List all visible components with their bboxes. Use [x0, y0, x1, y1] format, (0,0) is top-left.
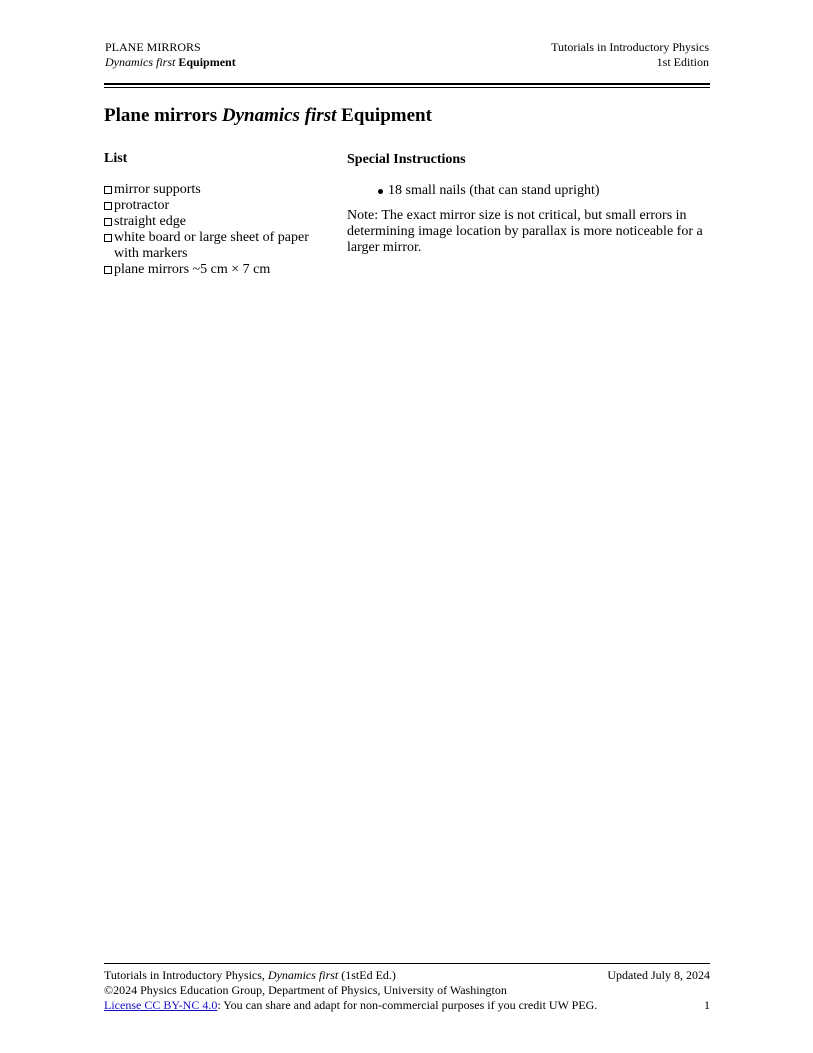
equipment-checklist: [104, 182, 314, 278]
title-part1: Plane mirrors: [104, 105, 222, 126]
header-rule-thin: [104, 87, 710, 88]
special-instructions-column: [347, 152, 712, 256]
page-footer: [104, 968, 710, 1013]
instruction-item: [376, 183, 712, 199]
footer-rule: [104, 963, 710, 964]
footer-copyright: ©2024 Physics Education Group, Department of Physics, University of Washington: [104, 983, 507, 997]
checklist-item-label: mirror supports: [114, 182, 201, 197]
header-subtitle-bold: Equipment: [178, 55, 236, 69]
special-instructions-list: [347, 183, 712, 199]
checklist-item-label: straight edge: [114, 214, 186, 229]
mirror-size-note: Note: The exact mirror size is not critical, but small errors in determining image location by parallax is more noticeable for a larger mirror.: [347, 208, 703, 255]
footer-row-1: [104, 968, 710, 983]
special-instructions-heading: Special Instructions: [347, 152, 466, 167]
page-number: 1: [704, 998, 710, 1012]
checklist-item: [104, 230, 314, 262]
footer-updated-date: Updated July 8, 2024: [607, 968, 710, 982]
checklist-item: [104, 182, 314, 198]
checklist-item-label: protractor: [114, 198, 170, 213]
license-link[interactable]: License CC BY-NC 4.0: [104, 998, 218, 1012]
page-title: [104, 105, 432, 127]
checkbox-icon[interactable]: [104, 266, 112, 274]
header-rule-thick: [104, 83, 710, 85]
checklist-item: [104, 198, 314, 214]
checklist-item: [104, 262, 314, 278]
checklist-item-label: white board or large sheet of paper with markers: [114, 230, 309, 261]
checkbox-icon[interactable]: [104, 202, 112, 210]
header-subtitle: [105, 55, 236, 70]
header-book-title: Tutorials in Introductory Physics: [551, 40, 709, 54]
header-edition: 1st Edition: [656, 55, 709, 69]
title-part3: Equipment: [336, 105, 432, 126]
bullet-icon: [378, 189, 383, 194]
running-header-right: [551, 40, 709, 70]
checklist-item-label: plane mirrors ~5 cm × 7 cm: [114, 262, 271, 277]
footer-row-3: [104, 998, 710, 1013]
running-header-left: [105, 40, 236, 70]
title-italic: Dynamics first: [221, 105, 337, 126]
checkbox-icon[interactable]: [104, 186, 112, 194]
footer-citation-b: (1stEd Ed.): [338, 968, 396, 982]
list-column: [104, 151, 314, 278]
license-text: : You can share and adapt for non-commercial purposes if you credit UW PEG.: [217, 998, 598, 1012]
instruction-item-label: 18 small nails (that can stand upright): [388, 183, 600, 198]
checklist-item: [104, 214, 314, 230]
checkbox-icon[interactable]: [104, 234, 112, 242]
checkbox-icon[interactable]: [104, 218, 112, 226]
footer-citation-italic: Dynamics first: [267, 968, 339, 982]
footer-book-citation: [104, 968, 396, 982]
list-heading: List: [104, 151, 128, 166]
header-section-title: PLANE MIRRORS: [105, 40, 201, 54]
header-subtitle-italic: Dynamics first: [105, 55, 176, 69]
footer-citation-a: Tutorials in Introductory Physics,: [104, 968, 268, 982]
